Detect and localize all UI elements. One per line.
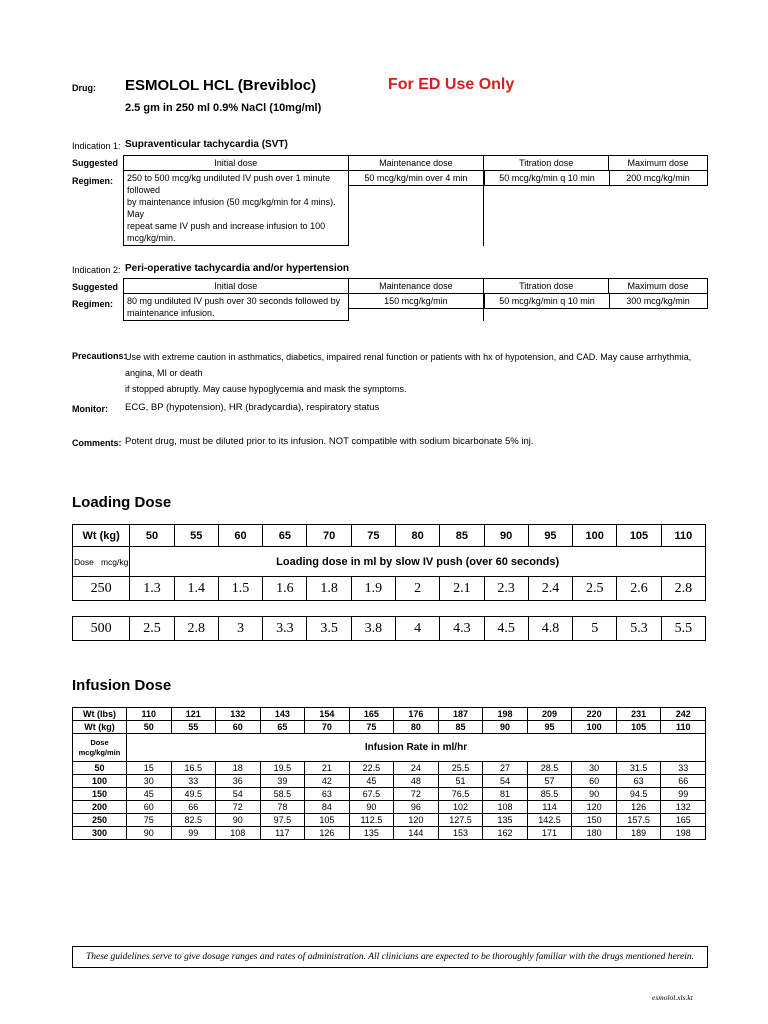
rate-cell: 165: [661, 814, 706, 827]
rate-cell: 82.5: [171, 814, 216, 827]
regimen-label-2: Regimen:: [72, 299, 114, 309]
rate-cell: 39: [260, 775, 305, 788]
infusion-kg-row: Wt (kg) 50 55 60 65 70 75 80 85 90 95 100 105 110: [73, 721, 706, 734]
indication1-maximum: 200 mcg/kg/min: [609, 171, 708, 246]
concentration: 2.5 gm in 250 ml 0.9% NaCl (10mg/ml): [125, 102, 322, 114]
header-titration-dose: Titration dose: [484, 279, 609, 294]
rate-cell: 105: [305, 814, 350, 827]
header-maximum-dose: Maximum dose: [609, 279, 708, 294]
dose-mcgkgmin-label: Dose mcg/kg/min: [73, 734, 127, 762]
drug-name: ESMOLOL HCL (Brevibloc): [125, 77, 317, 94]
table-row: [73, 827, 706, 840]
rate-cell: 60: [572, 775, 617, 788]
monitor-text: ECG, BP (hypotension), HR (bradycardia), respiratory status: [125, 402, 380, 413]
monitor-label: Monitor:: [72, 404, 108, 414]
indication2-initial-dose: 80 mg undiluted IV push over 30 seconds followed by maintenance infusion.: [124, 294, 349, 321]
indication2-titration: 50 mcg/kg/min q 10 min: [484, 294, 609, 321]
wt-kg-label: Wt (kg): [73, 721, 127, 734]
filename: esmolol.xls.kt: [652, 993, 693, 1002]
rate-cell: 30: [126, 775, 171, 788]
header-maximum-dose: Maximum dose: [609, 156, 708, 171]
table-row: [73, 762, 706, 775]
rate-cell: 19.5: [260, 762, 305, 775]
dose-cell: 50: [73, 762, 127, 775]
comments-label: Comments:: [72, 438, 122, 448]
rate-cell: 22.5: [349, 762, 394, 775]
table-row: [73, 775, 706, 788]
ed-only-warning: For ED Use Only: [388, 76, 515, 93]
indication1-title: Supraventicular tachycardia (SVT): [125, 139, 288, 150]
header-maintenance-dose: Maintenance dose: [348, 156, 484, 171]
rate-cell: 42: [305, 775, 350, 788]
rate-cell: 33: [661, 762, 706, 775]
rate-cell: 75: [126, 814, 171, 827]
rate-cell: 85.5: [527, 788, 572, 801]
rate-cell: 198: [661, 827, 706, 840]
header-initial-dose: Initial dose: [124, 279, 349, 294]
rate-cell: 153: [438, 827, 483, 840]
rate-cell: 135: [349, 827, 394, 840]
indication2-maintenance: 150 mcg/kg/min: [348, 294, 484, 321]
rate-cell: 36: [216, 775, 261, 788]
rate-cell: 90: [572, 788, 617, 801]
header-maintenance-dose: Maintenance dose: [348, 279, 484, 294]
dose-cell: 250: [73, 814, 127, 827]
header-titration-dose: Titration dose: [484, 156, 609, 171]
rate-cell: 72: [394, 788, 439, 801]
infusion-dose-title: Infusion Dose: [72, 677, 172, 694]
rate-cell: 180: [572, 827, 617, 840]
indication2-maximum: 300 mcg/kg/min: [609, 294, 708, 321]
rate-cell: 114: [527, 801, 572, 814]
rate-cell: 49.5: [171, 788, 216, 801]
rate-cell: 48: [394, 775, 439, 788]
rate-cell: 112.5: [349, 814, 394, 827]
rate-cell: 171: [527, 827, 572, 840]
indication1-regimen-table: [123, 155, 708, 246]
rate-cell: 150: [572, 814, 617, 827]
rate-cell: 99: [661, 788, 706, 801]
table-row: [73, 814, 706, 827]
rate-cell: 67.5: [349, 788, 394, 801]
dose-cell: 150: [73, 788, 127, 801]
loading-subheader: Loading dose in ml by slow IV push (over 60 seconds): [130, 547, 706, 577]
precautions-text: Use with extreme caution in asthmatics, diabetics, impaired renal function or patients with hx of hypotension, and CAD. May cause arrhythmia, angina, MI or death if stopped abruptly. May cause hypoglycemia and mask the symptoms.: [125, 352, 692, 394]
rate-cell: 108: [216, 827, 261, 840]
dose-cell: 200: [73, 801, 127, 814]
dose-cell: 300: [73, 827, 127, 840]
rate-cell: 24: [394, 762, 439, 775]
rate-cell: 45: [126, 788, 171, 801]
rate-cell: 96: [394, 801, 439, 814]
precautions-label: Precautions:: [72, 351, 127, 361]
rate-cell: 97.5: [260, 814, 305, 827]
rate-cell: 157.5: [616, 814, 661, 827]
rate-cell: 76.5: [438, 788, 483, 801]
rate-cell: 120: [394, 814, 439, 827]
rate-cell: 189: [616, 827, 661, 840]
rate-cell: 45: [349, 775, 394, 788]
rate-cell: 90: [216, 814, 261, 827]
indication1-label: Indication 1:: [72, 141, 121, 151]
rate-cell: 28.5: [527, 762, 572, 775]
rate-cell: 84: [305, 801, 350, 814]
rate-cell: 94.5: [616, 788, 661, 801]
rate-cell: 120: [572, 801, 617, 814]
infusion-subheader: Infusion Rate in ml/hr: [126, 734, 705, 762]
rate-cell: 66: [661, 775, 706, 788]
rate-cell: 54: [483, 775, 528, 788]
rate-cell: 90: [126, 827, 171, 840]
loading-weight-row: Wt (kg) 50 55 60 65 70 75 80 85 90 95 100 105 110: [73, 525, 706, 547]
drug-label: Drug:: [72, 83, 96, 93]
table-row: 500 2.5 2.8 3 3.3 3.5 3.8 4 4.3 4.5 4.8 5 5.3 5.5: [73, 617, 706, 641]
indication1-titration: 50 mcg/kg/min q 10 min: [484, 171, 609, 246]
comments-text: Potent drug, must be diluted prior to its infusion. NOT compatible with sodium bicarbonate 5% inj.: [125, 436, 534, 447]
rate-cell: 25.5: [438, 762, 483, 775]
rate-cell: 90: [349, 801, 394, 814]
infusion-dose-table: [72, 707, 706, 840]
rate-cell: 78: [260, 801, 305, 814]
suggested-label-1: Suggested: [72, 158, 119, 168]
rate-cell: 81: [483, 788, 528, 801]
rate-cell: 15: [126, 762, 171, 775]
rate-cell: 54: [216, 788, 261, 801]
rate-cell: 162: [483, 827, 528, 840]
indication1-maintenance: 50 mcg/kg/min over 4 min: [348, 171, 484, 246]
dose-cell: 100: [73, 775, 127, 788]
suggested-label-2: Suggested: [72, 282, 119, 292]
rate-cell: 18: [216, 762, 261, 775]
table-row: [73, 801, 706, 814]
rate-cell: 30: [572, 762, 617, 775]
regimen-label-1: Regimen:: [72, 176, 114, 186]
rate-cell: 102: [438, 801, 483, 814]
rate-cell: 51: [438, 775, 483, 788]
dose-mcgkg-label: Dose mcg/kg: [73, 547, 130, 577]
wt-kg-label: Wt (kg): [73, 525, 130, 547]
rate-cell: 60: [126, 801, 171, 814]
rate-cell: 66: [171, 801, 216, 814]
wt-lbs-label: Wt (lbs): [73, 708, 127, 721]
table-row: 250 1.3 1.4 1.5 1.6 1.8 1.9 2 2.1 2.3 2.4 2.5 2.6 2.8: [73, 577, 706, 601]
indication2-title: Peri-operative tachycardia and/or hypertension: [125, 263, 349, 274]
rate-cell: 27: [483, 762, 528, 775]
header-initial-dose: Initial dose: [124, 156, 349, 171]
rate-cell: 142.5: [527, 814, 572, 827]
table-row: [73, 788, 706, 801]
rate-cell: 108: [483, 801, 528, 814]
rate-cell: 127.5: [438, 814, 483, 827]
rate-cell: 99: [171, 827, 216, 840]
infusion-lbs-row: Wt (lbs) 110 121 132 143 154 165 176 187 198 209 220 231 242: [73, 708, 706, 721]
rate-cell: 21: [305, 762, 350, 775]
indication2-regimen-table: [123, 278, 708, 321]
rate-cell: 117: [260, 827, 305, 840]
disclaimer: These guidelines serve to give dosage ranges and rates of administration. All clinicians are expected to be thoroughly familiar with the drugs mentioned herein.: [72, 946, 708, 968]
loading-dose-table: [72, 524, 706, 641]
rate-cell: 126: [305, 827, 350, 840]
rate-cell: 63: [616, 775, 661, 788]
rate-cell: 132: [661, 801, 706, 814]
rate-cell: 135: [483, 814, 528, 827]
loading-dose-title: Loading Dose: [72, 494, 172, 511]
rate-cell: 144: [394, 827, 439, 840]
rate-cell: 33: [171, 775, 216, 788]
rate-cell: 57: [527, 775, 572, 788]
indication1-initial-dose: 250 to 500 mcg/kg undiluted IV push over 1 minute followed by maintenance infusion (50 mcg/kg/min for 4 mins). May repeat same IV push and increase infusion to 100 mcg/kg/min.: [124, 171, 349, 246]
rate-cell: 63: [305, 788, 350, 801]
indication2-label: Indication 2:: [72, 265, 121, 275]
rate-cell: 58.5: [260, 788, 305, 801]
rate-cell: 126: [616, 801, 661, 814]
rate-cell: 16.5: [171, 762, 216, 775]
rate-cell: 31.5: [616, 762, 661, 775]
rate-cell: 72: [216, 801, 261, 814]
